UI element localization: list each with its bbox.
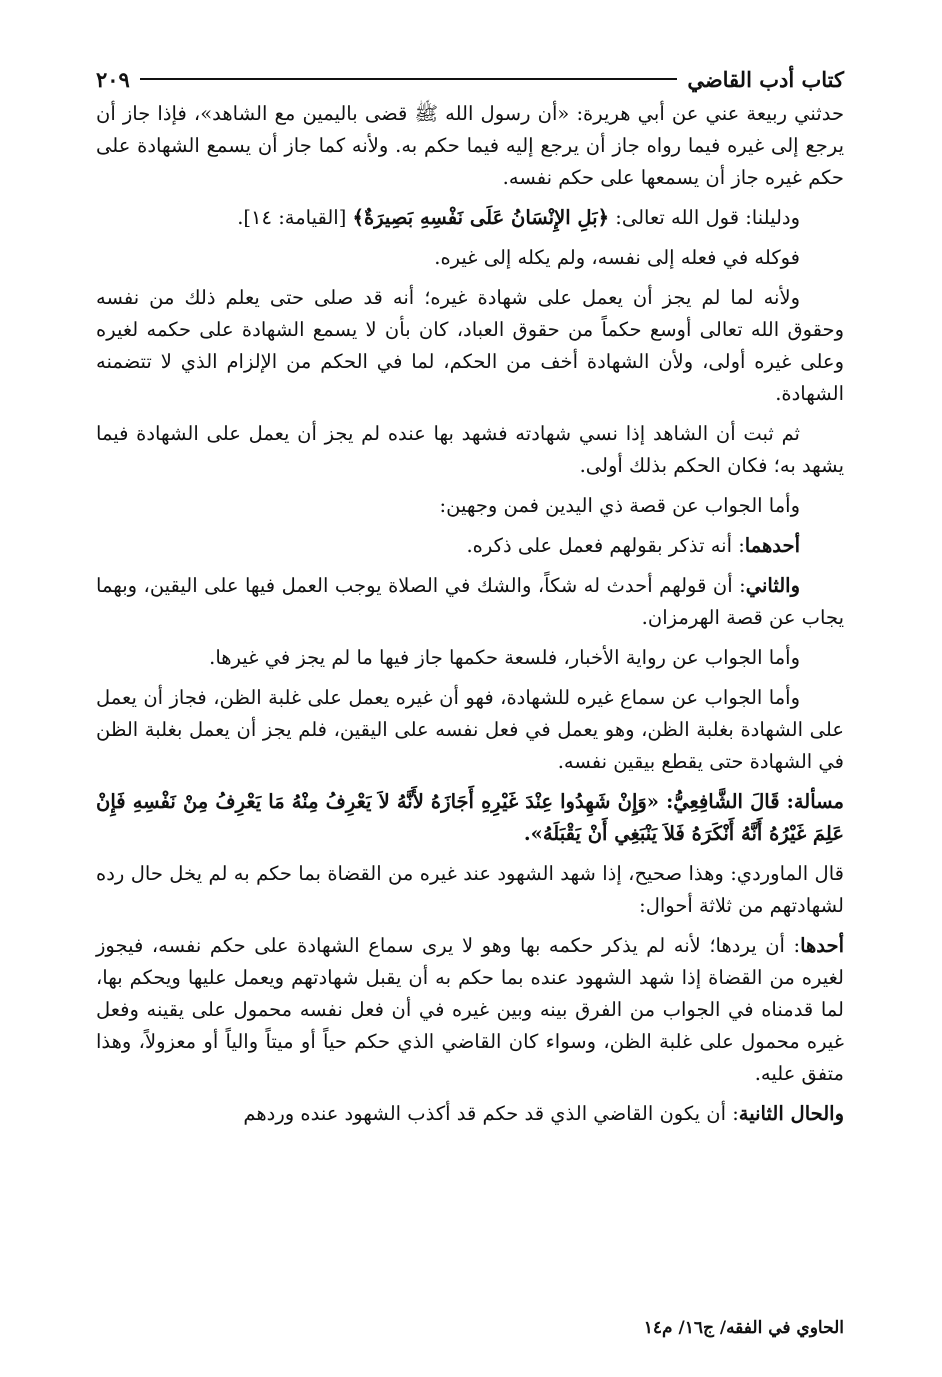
header-rule [140, 78, 677, 80]
paragraph [96, 786, 844, 850]
lbl-text: أحدهما [744, 534, 800, 557]
masala-text: مسألة: قَالَ الشَّافِعِيُّ: «وَإِنْ شَهِدُوا عِنْدَ غَيْرِهِ أَجَازَهُ لأَنَّهُ لاَ يَعْرِفُ مِنْهُ مَا يَعْرِفُ مِنْ نَفْسِهِ فَإِنْ عَلِمَ غَيْرُهُ أَنَّهُ أَنْكَرَهُ فَلاَ يَنْبَغِي أَنْ يَقْبَلَهُ». [96, 790, 844, 845]
paragraph [96, 858, 844, 922]
paragraph-text: : أن قولهم أحدث له شكاً، والشك في الصلاة يوجب العمل فيها على اليقين، وبهما يجاب عن قصة الهرمزان. [96, 574, 844, 629]
paragraph-text: حدثني ربيعة عني عن أبي هريرة: «أن رسول الله ﷺ قضى باليمين مع الشاهد»، فإذا جاز أن يرجع إلى غيره فيما رواه جاز أن يرجع إليه فيما حكم به. ولأنه كما جاز أن يسمع الشهادة على حكم غيره جاز أن يسمعها على حكم نفسه. [96, 102, 844, 189]
paragraph [96, 642, 844, 674]
paragraph [96, 1098, 844, 1130]
lbl-text: والثاني [745, 574, 800, 597]
paragraph-text: ثم ثبت أن الشاهد إذا نسي شهادته فشهد بها عنده لم يجز أن يعمل على الشهادة فيما يشهد به؛ فكان الحكم بذلك أولى. [96, 422, 844, 477]
page-footer: الحاوي في الفقه/ ج١٦/ م١٤ [643, 1318, 844, 1338]
paragraph-text: قال الماوردي: وهذا صحيح، إذا شهد الشهود عند غيره من القضاة بما حكم به لم يخل حال رده لشهادتهم من ثلاثة أحوال: [96, 862, 844, 917]
paragraph-text: وأما الجواب عن رواية الأخبار، فلسعة حكمها جاز فيها ما لم يجز في غيرها. [209, 646, 800, 669]
paragraph [96, 418, 844, 482]
paragraph-text: وأما الجواب عن سماع غيره للشهادة، فهو أن غيره يعمل على غلبة الظن، فجاز أن يعمل على الشهادة بغلبة الظن، وهو يعمل في فعل نفسه على اليقين، فلم يجز أن يعمل بغلبة الظن في الشهادة حتى يقطع بيقين نفسه. [96, 686, 844, 773]
paragraph-text: وأما الجواب عن قصة ذي اليدين فمن وجهين: [439, 494, 800, 517]
paragraph [96, 530, 844, 562]
paragraph [96, 930, 844, 1090]
paragraph-text: ودليلنا: قول الله تعالى: [609, 206, 800, 229]
page-header [96, 62, 844, 96]
paragraph [96, 282, 844, 410]
paragraph-text: ولأنه لما لم يجز أن يعمل على شهادة غيره؛ أنه قد صلى حتى يعلم ذلك من نفسه وحقوق الله تعالى أوسع حكماً من حقوق العباد، كان بأن لا يسمع الشهادة على حكمه لغيره وعلى غيره أولى، ولأن الشهادة أخف من الحكم، لما في الحكم من الإلزام الذي لا تتضمنه الشهادة. [96, 286, 844, 405]
book-title: كتاب أدب القاضي [687, 66, 844, 92]
page-number: ٢٠٩ [96, 66, 130, 92]
lbl-text: والحال الثانية [738, 1102, 844, 1125]
paragraph [96, 98, 844, 194]
paragraph-text: : أن يردها؛ لأنه لم يذكر حكمه بها وهو لا يرى سماع الشهادة على حكم نفسه، فيجوز لغيره من القضاة إذا شهد الشهود عنده بما حكم به أن يقبل شهادتهم ويعمل عليها ويحكم بها، لما قدمناه في الجواب من الفرق بينه وبين غيره في أن فعل نفسه محمول على يقينه وفعل غيره محمول على غلبة الظن، وسواء كان القاضي الذي حكم حياً أو ميتاً والياً أو معزولاً، وهذا متفق عليه. [96, 934, 844, 1085]
page-body [96, 98, 844, 1138]
paragraph-text: فوكله في فعله إلى نفسه، ولم يكله إلى غيره. [434, 246, 800, 269]
paragraph [96, 242, 844, 274]
paragraph-text: : أنه تذكر بقولهم فعمل على ذكره. [466, 534, 745, 557]
paragraph [96, 682, 844, 778]
paragraph [96, 202, 844, 234]
paragraph-text: : أن يكون القاضي الذي قد حكم قد أكذب الشهود عنده وردهم [243, 1102, 739, 1125]
paragraph [96, 490, 844, 522]
paragraph-text: [القيامة: ١٤]. [237, 206, 353, 229]
quran-text: ﴿بَلِ الإِنْسَانُ عَلَى نَفْسِهِ بَصِيرَةٌ﴾ [352, 206, 610, 229]
lbl-text: أحدها [800, 934, 844, 957]
paragraph [96, 570, 844, 634]
